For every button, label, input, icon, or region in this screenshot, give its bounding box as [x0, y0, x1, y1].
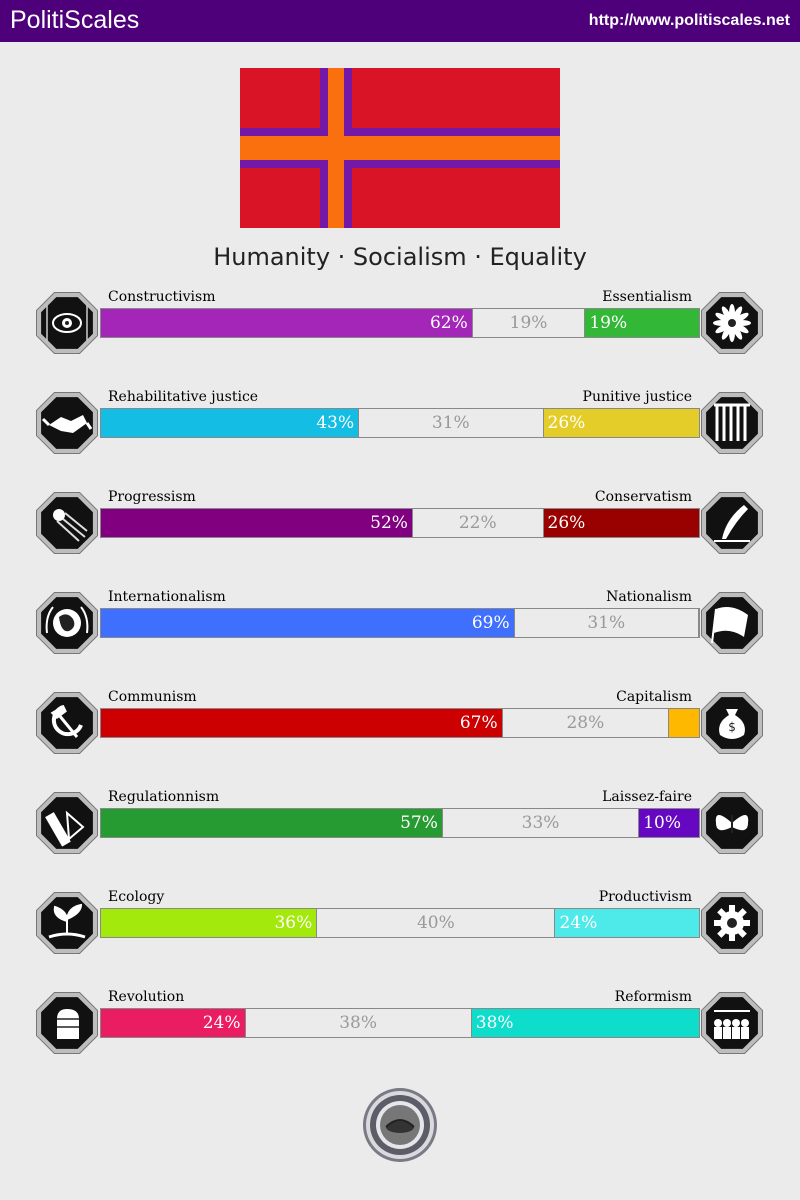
axis-right-segment: 19% — [585, 309, 699, 337]
axis-right-label: Conservatism — [594, 489, 692, 505]
flag-cross-horizontal — [240, 136, 560, 160]
handshake-icon — [32, 388, 102, 458]
eye-icon — [32, 288, 102, 358]
globe-icon — [32, 588, 102, 658]
axis-right-segment: 10% — [639, 809, 699, 837]
axis-left-segment: 36% — [101, 909, 316, 937]
axis-right-label: Capitalism — [616, 689, 692, 705]
result-flag — [240, 68, 560, 228]
money-bag-icon — [697, 688, 767, 758]
axis-neutral-segment: 40% — [316, 909, 555, 937]
axis-right-segment: 38% — [472, 1009, 699, 1037]
axis-right-label: Essentialism — [602, 289, 692, 305]
axis-left-label: Progressism — [108, 489, 196, 505]
quill-icon — [697, 488, 767, 558]
axis-bar — [100, 908, 700, 938]
axis-bar — [100, 508, 700, 538]
axis-bar — [100, 808, 700, 838]
axis-right-label: Punitive justice — [582, 389, 692, 405]
axis-right-segment — [669, 709, 699, 737]
axis-left-segment: 57% — [101, 809, 442, 837]
axis-left-segment: 67% — [101, 709, 502, 737]
crowd-icon — [697, 988, 767, 1058]
axis-left-label: Internationalism — [108, 589, 226, 605]
axis-neutral-segment: 38% — [245, 1009, 472, 1037]
hammer-sickle-icon — [32, 688, 102, 758]
prison-bars-icon — [697, 388, 767, 458]
brand-title: PolitiScales — [10, 6, 140, 34]
axis-left-segment: 43% — [101, 409, 358, 437]
axis-right-segment: 24% — [555, 909, 699, 937]
axis-neutral-segment: 33% — [442, 809, 639, 837]
ruler-icon — [32, 788, 102, 858]
axis-row — [0, 688, 800, 768]
flag-icon — [697, 588, 767, 658]
axis-left-segment: 69% — [101, 609, 514, 637]
axis-right-label: Laissez-faire — [602, 789, 692, 805]
axis-neutral-segment: 31% — [358, 409, 543, 437]
axis-row — [0, 888, 800, 968]
site-url-link[interactable]: http://www.politiscales.net — [588, 12, 790, 29]
axis-right-label: Productivism — [598, 889, 692, 905]
axis-row — [0, 488, 800, 568]
axis-bar — [100, 1008, 700, 1038]
axis-right-segment: 26% — [544, 509, 699, 537]
axis-bar — [100, 708, 700, 738]
axis-right-segment: 26% — [544, 409, 699, 437]
slogan: Humanity · Socialism · Equality — [213, 243, 587, 271]
axis-row — [0, 388, 800, 468]
comet-icon — [32, 488, 102, 558]
axis-row — [0, 288, 800, 368]
axis-right-label: Reformism — [614, 989, 692, 1005]
axis-neutral-segment: 19% — [472, 309, 586, 337]
axis-left-label: Constructivism — [108, 289, 216, 305]
axis-row — [0, 588, 800, 668]
sprout-icon — [32, 888, 102, 958]
axis-bar — [100, 308, 700, 338]
politiscales-seal-icon — [362, 1087, 438, 1163]
flower-icon — [697, 288, 767, 358]
axis-row — [0, 988, 800, 1068]
axis-left-label: Rehabilitative justice — [108, 389, 259, 405]
axis-row — [0, 788, 800, 868]
axis-bar — [100, 408, 700, 438]
fist-icon — [32, 988, 102, 1058]
axis-neutral-segment: 22% — [412, 509, 544, 537]
axis-left-label: Regulationnism — [108, 789, 220, 805]
axis-neutral-segment: 28% — [502, 709, 669, 737]
axis-left-label: Revolution — [108, 989, 185, 1005]
axis-left-segment: 62% — [101, 309, 472, 337]
gear-icon — [697, 888, 767, 958]
axis-right-label: Nationalism — [606, 589, 692, 605]
axis-left-label: Communism — [108, 689, 197, 705]
axis-bar — [100, 608, 700, 638]
axis-left-label: Ecology — [108, 889, 165, 905]
svg-text:$: $ — [728, 720, 736, 734]
axis-neutral-segment: 31% — [514, 609, 699, 637]
axis-left-segment: 24% — [101, 1009, 245, 1037]
axis-left-segment: 52% — [101, 509, 412, 537]
butterfly-icon — [697, 788, 767, 858]
header-bar — [0, 0, 800, 42]
